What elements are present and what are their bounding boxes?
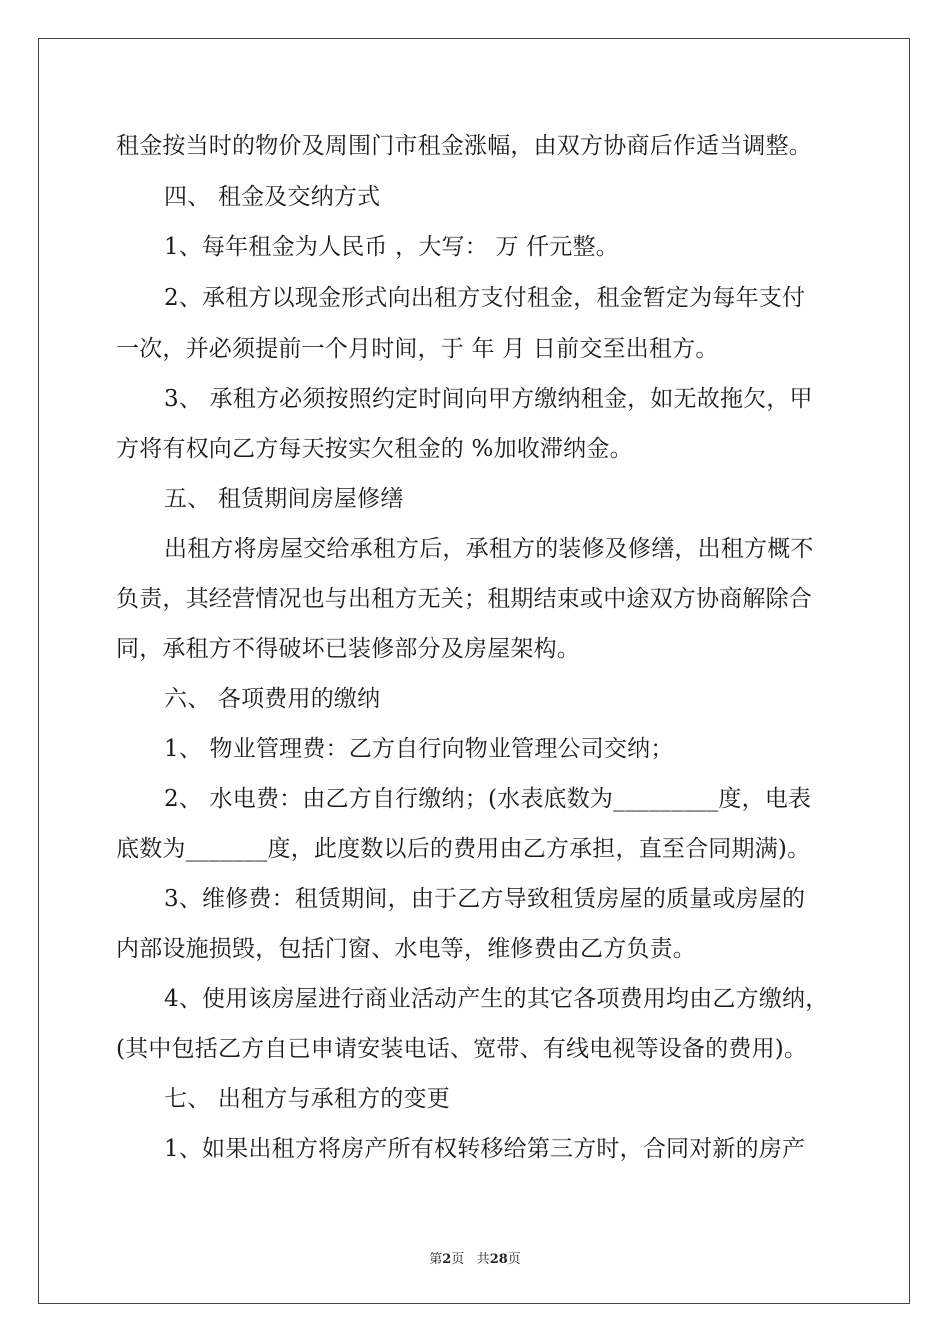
text-line: 一次，并必须提前一个月时间，于 年 月 日前交至出租方。 — [116, 336, 719, 362]
footer-total-prefix: 共 — [476, 1252, 490, 1267]
section-heading: 四、 租金及交纳方式 — [164, 184, 381, 210]
page-border — [38, 38, 910, 1304]
footer-total-unit: 页 — [507, 1252, 521, 1267]
text-line: 内部设施损毁，包括门窗、水电等，维修费由乙方负责。 — [116, 936, 696, 962]
text-line: 负责，其经营情况也与出租方无关；租期结束或中途双方协商解除合 — [116, 586, 812, 612]
footer-page-prefix: 第 — [429, 1252, 443, 1267]
text-line: 3、维修费：租赁期间，由于乙方导致租赁房屋的质量或房屋的 — [164, 886, 806, 912]
text-line: 2、承租方以现金形式向出租方支付租金，租金暂定为每年支付 — [164, 285, 806, 311]
footer-total-pages: 28 — [489, 1252, 508, 1267]
text-line: 方将有权向乙方每天按实欠租金的 %加收滞纳金。 — [116, 436, 633, 462]
text-line: 1、 物业管理费：乙方自行向物业管理公司交纳； — [164, 736, 674, 762]
text-line: 1、每年租金为人民币 ，大写： 万 仟元整。 — [164, 234, 619, 260]
text-line: (其中包括乙方自已申请安装电话、宽带、有线电视等设备的费用)。 — [116, 1036, 808, 1062]
section-heading: 六、 各项费用的缴纳 — [164, 686, 381, 712]
text-line: 租金按当时的物价及周围门市租金涨幅，由双方协商后作适当调整。 — [116, 133, 812, 159]
section-heading: 七、 出租方与承租方的变更 — [164, 1086, 450, 1112]
text-line: 4、使用该房屋进行商业活动产生的其它各项费用均由乙方缴纳， — [164, 986, 829, 1012]
footer-page-unit: 页 — [451, 1252, 465, 1267]
page-footer — [0, 1248, 950, 1267]
text-line: 同，承租方不得破坏已装修部分及房屋架构。 — [116, 636, 580, 662]
section-heading: 五、 租赁期间房屋修缮 — [164, 486, 404, 512]
text-line: 1、如果出租方将房产所有权转移给第三方时，合同对新的房产 — [164, 1136, 806, 1162]
text-line: 3、 承租方必须按照约定时间向甲方缴纳租金，如无故拖欠，甲 — [164, 386, 813, 412]
text-line: 出租方将房屋交给承租方后，承租方的装修及修缮，出租方概不 — [164, 536, 814, 562]
text-line: 底数为_______度，此度数以后的费用由乙方承担，直至合同期满)。 — [116, 836, 811, 862]
text-line: 2、 水电费：由乙方自行缴纳；(水表底数为_________度，电表 — [164, 786, 812, 812]
footer-page-number: 2 — [442, 1252, 452, 1267]
